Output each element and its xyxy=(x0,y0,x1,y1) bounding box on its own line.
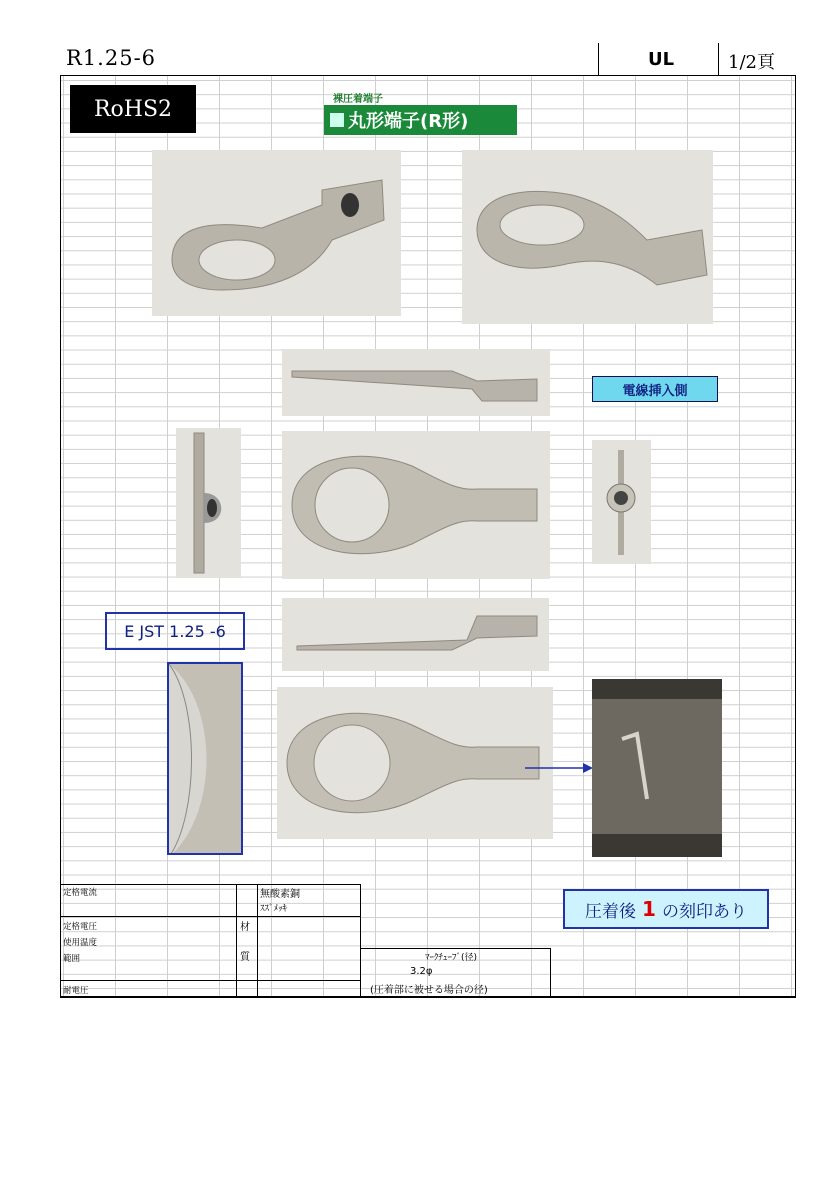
table-divider xyxy=(257,884,258,998)
page-number: 1/2頁 xyxy=(728,52,775,73)
terminal-image xyxy=(176,428,241,578)
photo-edge-left xyxy=(176,428,241,578)
terminal-image xyxy=(277,687,553,839)
table-divider xyxy=(360,884,361,998)
wire-insertion-side-label: 電線挿入側 xyxy=(592,376,718,402)
square-icon xyxy=(330,113,344,127)
table-rule xyxy=(60,980,360,981)
terminal-image xyxy=(592,440,651,564)
header-bar xyxy=(60,43,796,76)
arrow-icon xyxy=(525,760,595,776)
photo-angle-1 xyxy=(152,150,401,316)
product-category: 裸圧着端子 xyxy=(333,94,383,105)
terminal-image xyxy=(282,431,550,579)
plating-value: ｽｽﾞﾒｯｷ xyxy=(260,904,288,914)
terminal-image xyxy=(592,679,722,857)
table-rule xyxy=(60,996,796,998)
mark-tube-note: (圧着部に被せる場合の径) xyxy=(370,985,488,996)
header-divider xyxy=(718,43,719,76)
material-label-2: 質 xyxy=(240,952,250,963)
product-name: 丸形端子(R形) xyxy=(348,111,469,132)
photo-top-view xyxy=(282,431,550,579)
photo-angle-2 xyxy=(462,150,713,324)
table-rule xyxy=(360,948,551,949)
table-rule xyxy=(60,884,360,885)
stamp-zoom-photo xyxy=(167,662,243,855)
photo-side-bottom xyxy=(282,598,549,671)
rohs-badge: RoHS2 xyxy=(70,85,196,133)
terminal-image xyxy=(152,150,401,316)
withstand-voltage-label: 耐電圧 xyxy=(63,986,89,996)
photo-stamped-terminal xyxy=(277,687,553,839)
photo-side-top xyxy=(282,349,550,416)
stamp-note-prefix: 圧着後 xyxy=(585,901,637,922)
stamp-note-suffix: の刻印あり xyxy=(661,901,747,922)
mark-tube-value: 3.2φ xyxy=(410,966,433,977)
stamp-note-number: 1 xyxy=(642,897,656,921)
table-divider xyxy=(550,948,551,998)
terminal-image xyxy=(282,598,549,671)
terminal-image xyxy=(169,664,243,855)
temp-range-label-2: 範囲 xyxy=(63,954,81,964)
table-rule xyxy=(60,916,360,917)
part-code: R1.25-6 xyxy=(66,46,157,70)
material-value: 無酸素銅 xyxy=(260,889,300,900)
marking-text-box: E JST 1.25 -6 xyxy=(105,612,245,650)
rated-voltage-label: 定格電圧 xyxy=(63,922,98,932)
temp-range-label-1: 使用温度 xyxy=(63,938,98,948)
mark-tube-label: ﾏｰｸﾁｭｰﾌﾞ(径) xyxy=(425,953,478,963)
photo-front-view xyxy=(592,440,651,564)
product-title xyxy=(324,105,517,135)
material-label-1: 材 xyxy=(240,922,250,933)
rated-current-label: 定格電流 xyxy=(63,888,98,898)
header-divider xyxy=(598,43,599,76)
terminal-image xyxy=(282,349,550,416)
terminal-image xyxy=(462,150,713,324)
photo-crimp-closeup xyxy=(592,679,722,857)
standard-label: UL xyxy=(648,49,675,70)
spec-table xyxy=(60,884,796,998)
table-divider xyxy=(236,884,237,998)
